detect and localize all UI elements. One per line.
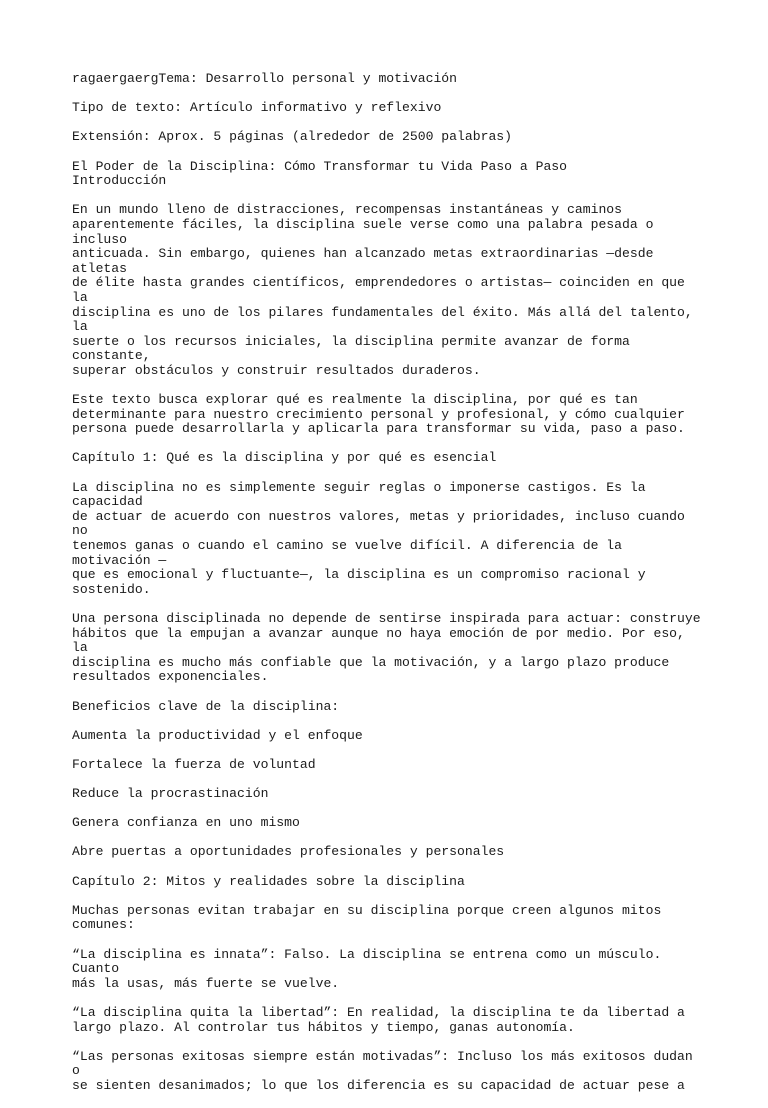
myth-item: “La disciplina quita la libertad”: En realidad, la disciplina te da libertad a largo plazo. Al controlar tus hábitos y tiempo, ganas autonomía. xyxy=(72,1005,685,1035)
benefit-item: Aumenta la productividad y el enfoque xyxy=(72,727,363,743)
document-page xyxy=(72,72,702,1108)
chapter-2-heading: Capítulo 2: Mitos y realidades sobre la disciplina xyxy=(72,873,465,889)
benefit-item: Abre puertas a oportunidades profesionales y personales xyxy=(72,844,505,860)
myth-item: “La disciplina es innata”: Falso. La disciplina se entrena como un músculo. Cuanto más la usas, más fuerte se vuelve. xyxy=(72,946,662,991)
chapter-1-heading: Capítulo 1: Qué es la disciplina y por qué es esencial xyxy=(72,450,497,466)
benefits-heading: Beneficios clave de la disciplina: xyxy=(72,698,340,714)
intro-paragraph-2: Este texto busca explorar qué es realmente la disciplina, por qué es tan determinante para nuestro crecimiento personal y profesional, y cómo cualquier persona puede desarrollarla y aplicarla para transformar su vida, paso a paso. xyxy=(72,392,685,437)
myth-item: “Las personas exitosas siempre están motivadas”: Incluso los más exitosos dudan o se sienten desanimados; lo que los diferencia es su capacidad de actuar pese a xyxy=(72,1048,693,1093)
benefit-item: Genera confianza en uno mismo xyxy=(72,815,300,831)
document-title: El Poder de la Disciplina: Cómo Transformar tu Vida Paso a Paso xyxy=(72,158,568,174)
chapter-2-paragraph-1: Muchas personas evitan trabajar en su disciplina porque creen algunos mitos comunes: xyxy=(72,902,662,933)
intro-paragraph-1: En un mundo lleno de distracciones, recompensas instantáneas y caminos aparentemente fáciles, la disciplina suele verse como una palabra pesada o incluso anticuada. Sin embargo, quienes han alcanzado metas extraordinarias —desde atletas de élite hasta grandes científicos, emprendedores o artistas— coinciden en que la disciplina es uno de los pilares fundamentales del éxito. Más allá del talento, la suerte o los recursos iniciales, la disciplina permite avanzar de forma constante, superar obstáculos y construir resultados duraderos. xyxy=(72,202,693,378)
topic-line: ragaergaergTema: Desarrollo personal y motivación xyxy=(72,71,458,86)
chapter-1-paragraph-2: Una persona disciplinada no depende de sentirse inspirada para actuar: construye hábitos que la empujan a avanzar aunque no haya emoción de por medio. Por eso, la disciplina es mucho más confiable que la motivación, y a largo plazo produce resultados exponenciales. xyxy=(72,610,701,685)
length-line: Extensión: Aprox. 5 páginas (alrededor de 2500 palabras) xyxy=(72,129,513,145)
title-block xyxy=(72,160,702,189)
benefit-item: Reduce la procrastinación xyxy=(72,786,269,802)
text-type-line: Tipo de texto: Artículo informativo y reflexivo xyxy=(72,100,442,116)
benefit-item: Fortalece la fuerza de voluntad xyxy=(72,756,316,772)
intro-heading: Introducción xyxy=(72,173,167,189)
chapter-1-paragraph-1: La disciplina no es simplemente seguir reglas o imponerse castigos. Es la capacidad de actuar de acuerdo con nuestros valores, metas y prioridades, incluso cuando no tenemos ganas o cuando el camino se vuelve difícil. A diferencia de la motivación — que es emocional y fluctuante—, la disciplina es un compromiso racional y sostenido. xyxy=(72,479,685,597)
